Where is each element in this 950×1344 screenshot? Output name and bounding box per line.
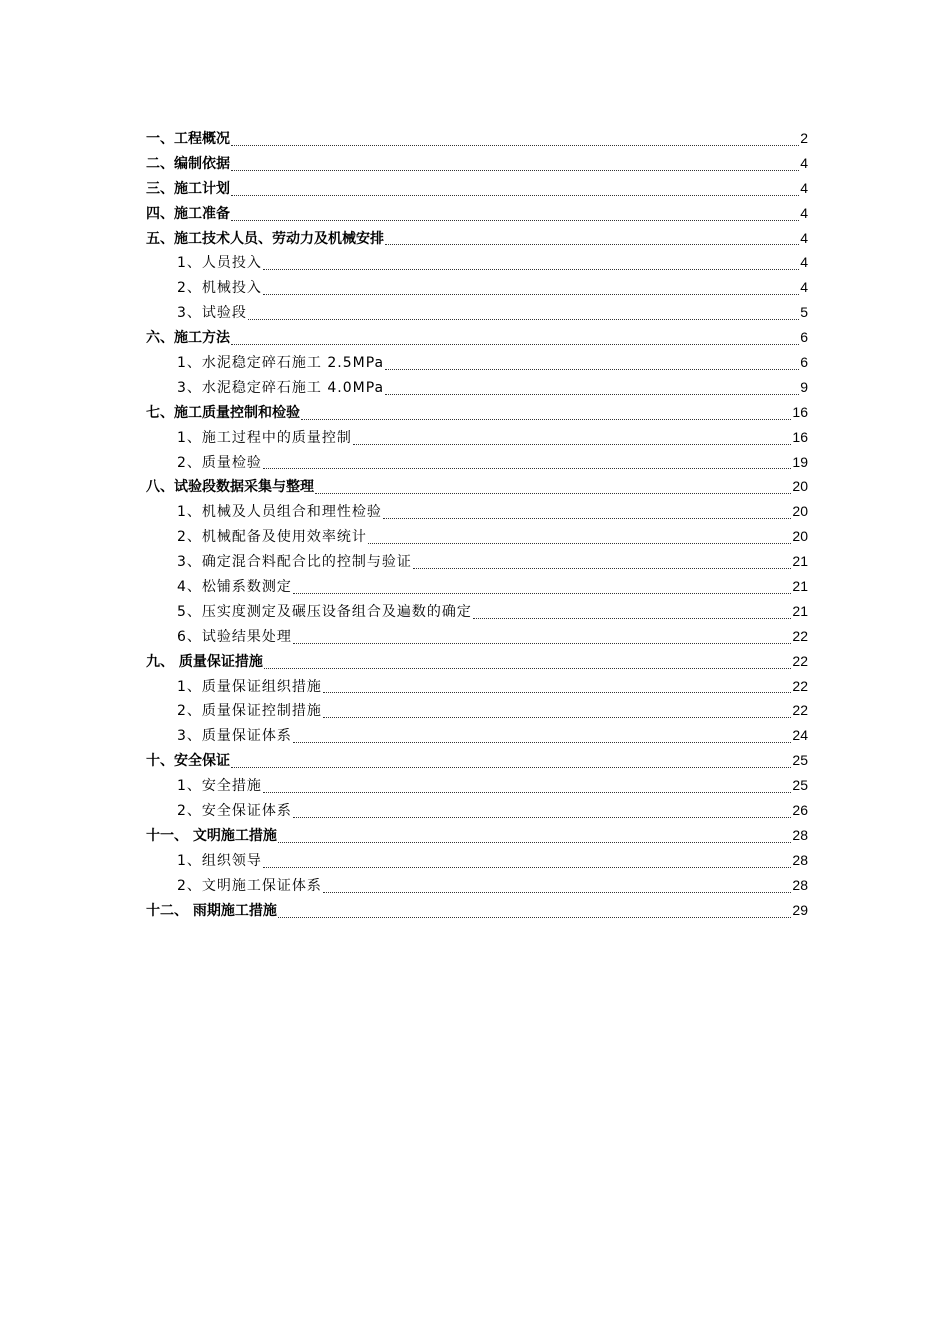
toc-entry-page-number: 26 <box>792 802 808 819</box>
toc-entry-section[interactable] <box>146 375 808 400</box>
toc-entry-page-number: 22 <box>792 627 808 644</box>
toc-entry-page-number: 6 <box>800 354 808 371</box>
toc-entry-page-number: 4 <box>800 229 808 246</box>
toc-entry-title: 十二、 雨期施工措施 <box>146 902 277 919</box>
dot-leader <box>315 492 791 494</box>
toc-entry-section[interactable] <box>146 674 808 699</box>
toc-entry-page-number: 4 <box>800 279 808 296</box>
dot-leader <box>293 592 792 594</box>
toc-entry-title: 2、安全保证体系 <box>177 803 292 820</box>
toc-entry-section[interactable] <box>146 499 808 524</box>
toc-entry-page-number: 4 <box>800 204 808 221</box>
toc-entry-title: 五、施工技术人员、劳动力及机械安排 <box>146 230 384 247</box>
toc-entry-title: 2、文明施工保证体系 <box>177 877 322 894</box>
dot-leader <box>368 542 792 544</box>
toc-entry-page-number: 4 <box>800 254 808 271</box>
toc-entry-section[interactable] <box>146 549 808 574</box>
toc-entry-section[interactable] <box>146 350 808 375</box>
toc-entry-chapter[interactable] <box>146 325 808 350</box>
dot-leader <box>473 617 792 619</box>
toc-entry-page-number: 28 <box>792 826 808 843</box>
toc-entry-chapter[interactable] <box>146 823 808 848</box>
toc-entry-chapter[interactable] <box>146 126 808 151</box>
toc-entry-chapter[interactable] <box>146 400 808 425</box>
toc-entry-page-number: 5 <box>800 304 808 321</box>
toc-entry-title: 1、安全措施 <box>177 778 262 795</box>
toc-entry-section[interactable] <box>146 723 808 748</box>
dot-leader <box>263 791 792 793</box>
toc-entry-title: 一、工程概况 <box>146 131 230 147</box>
toc-entry-page-number: 24 <box>792 727 808 744</box>
table-of-contents <box>146 126 808 923</box>
toc-entry-title: 1、施工过程中的质量控制 <box>177 429 352 446</box>
toc-entry-title: 1、人员投入 <box>177 255 262 272</box>
toc-entry-section[interactable] <box>146 698 808 723</box>
dot-leader <box>248 318 799 320</box>
toc-entry-chapter[interactable] <box>146 474 808 499</box>
dot-leader <box>263 866 792 868</box>
toc-entry-title: 2、质量检验 <box>177 454 262 471</box>
toc-entry-chapter[interactable] <box>146 748 808 773</box>
toc-entry-section[interactable] <box>146 574 808 599</box>
dot-leader <box>263 293 799 295</box>
toc-entry-page-number: 22 <box>792 677 808 694</box>
toc-entry-page-number: 28 <box>792 851 808 868</box>
toc-entry-section[interactable] <box>146 624 808 649</box>
dot-leader <box>385 393 799 395</box>
toc-entry-section[interactable] <box>146 599 808 624</box>
toc-entry-chapter[interactable] <box>146 898 808 923</box>
toc-entry-section[interactable] <box>146 524 808 549</box>
toc-entry-page-number: 6 <box>800 329 808 346</box>
toc-entry-title: 三、施工计划 <box>146 180 230 197</box>
toc-entry-title: 1、水泥稳定碎石施工 2.5MPa <box>177 355 385 372</box>
toc-entry-title: 3、质量保证体系 <box>177 728 292 745</box>
toc-entry-page-number: 21 <box>792 602 808 619</box>
toc-entry-title: 2、机械投入 <box>177 280 262 297</box>
toc-entry-chapter[interactable] <box>146 649 808 674</box>
dot-leader <box>231 194 799 196</box>
toc-entry-section[interactable] <box>146 300 808 325</box>
toc-entry-title: 四、施工准备 <box>146 205 230 222</box>
dot-leader <box>263 467 792 469</box>
toc-entry-title: 3、水泥稳定碎石施工 4.0MPa <box>177 379 385 396</box>
toc-entry-page-number: 21 <box>792 578 808 595</box>
toc-entry-title: 二、编制依据 <box>146 155 230 172</box>
toc-entry-page-number: 4 <box>800 154 808 171</box>
toc-entry-page-number: 25 <box>792 752 808 769</box>
toc-entry-chapter[interactable] <box>146 151 808 176</box>
toc-entry-title: 4、松铺系数测定 <box>177 579 292 596</box>
dot-leader <box>301 418 791 420</box>
dot-leader <box>231 219 799 221</box>
dot-leader <box>413 567 792 569</box>
toc-entry-title: 八、试验段数据采集与整理 <box>146 479 314 496</box>
toc-entry-page-number: 16 <box>792 428 808 445</box>
toc-entry-section[interactable] <box>146 450 808 475</box>
toc-entry-chapter[interactable] <box>146 201 808 226</box>
dot-leader <box>323 716 792 718</box>
toc-entry-page-number: 20 <box>792 478 808 495</box>
toc-entry-page-number: 21 <box>792 553 808 570</box>
toc-entry-section[interactable] <box>146 275 808 300</box>
toc-entry-section[interactable] <box>146 798 808 823</box>
dot-leader <box>231 169 799 171</box>
dot-leader <box>231 766 791 768</box>
toc-entry-page-number: 22 <box>792 702 808 719</box>
toc-entry-section[interactable] <box>146 250 808 275</box>
toc-entry-page-number: 16 <box>792 403 808 420</box>
dot-leader <box>264 667 792 669</box>
dot-leader <box>323 891 792 893</box>
toc-entry-page-number: 25 <box>792 777 808 794</box>
toc-entry-section[interactable] <box>146 873 808 898</box>
toc-entry-title: 十一、 文明施工措施 <box>146 827 277 844</box>
toc-entry-section[interactable] <box>146 773 808 798</box>
dot-leader <box>293 741 792 743</box>
toc-entry-page-number: 9 <box>800 378 808 395</box>
toc-entry-title: 六、施工方法 <box>146 330 230 347</box>
toc-entry-title: 3、确定混合料配合比的控制与验证 <box>177 554 412 571</box>
dot-leader <box>231 144 799 146</box>
dot-leader <box>278 916 792 918</box>
toc-entry-title: 6、试验结果处理 <box>177 628 292 645</box>
toc-entry-title: 1、组织领导 <box>177 852 262 869</box>
toc-entry-chapter[interactable] <box>146 226 808 251</box>
toc-entry-title: 2、质量保证控制措施 <box>177 703 322 720</box>
toc-entry-section[interactable] <box>146 425 808 450</box>
toc-entry-title: 1、机械及人员组合和理性检验 <box>177 504 382 521</box>
dot-leader <box>385 368 799 370</box>
dot-leader <box>385 243 799 245</box>
toc-entry-page-number: 4 <box>800 179 808 196</box>
dot-leader <box>293 816 792 818</box>
dot-leader <box>278 841 792 843</box>
toc-entry-title: 3、试验段 <box>177 305 247 322</box>
toc-entry-page-number: 22 <box>792 652 808 669</box>
toc-entry-page-number: 2 <box>800 130 808 146</box>
toc-entry-page-number: 29 <box>792 901 808 918</box>
dot-leader <box>231 343 799 345</box>
toc-entry-title: 十、安全保证 <box>146 753 230 770</box>
dot-leader <box>263 268 799 270</box>
toc-entry-page-number: 28 <box>792 876 808 893</box>
toc-entry-page-number: 19 <box>792 453 808 470</box>
toc-entry-section[interactable] <box>146 848 808 873</box>
dot-leader <box>353 443 792 445</box>
toc-entry-page-number: 20 <box>792 528 808 545</box>
toc-entry-page-number: 20 <box>792 503 808 520</box>
dot-leader <box>323 691 792 693</box>
toc-entry-title: 七、施工质量控制和检验 <box>146 404 300 421</box>
toc-entry-chapter[interactable] <box>146 176 808 201</box>
toc-entry-title: 5、压实度测定及碾压设备组合及遍数的确定 <box>177 603 472 620</box>
toc-entry-title: 九、 质量保证措施 <box>146 653 263 670</box>
toc-entry-title: 2、机械配备及使用效率统计 <box>177 529 367 546</box>
dot-leader <box>293 642 792 644</box>
toc-entry-title: 1、质量保证组织措施 <box>177 678 322 695</box>
dot-leader <box>383 517 792 519</box>
